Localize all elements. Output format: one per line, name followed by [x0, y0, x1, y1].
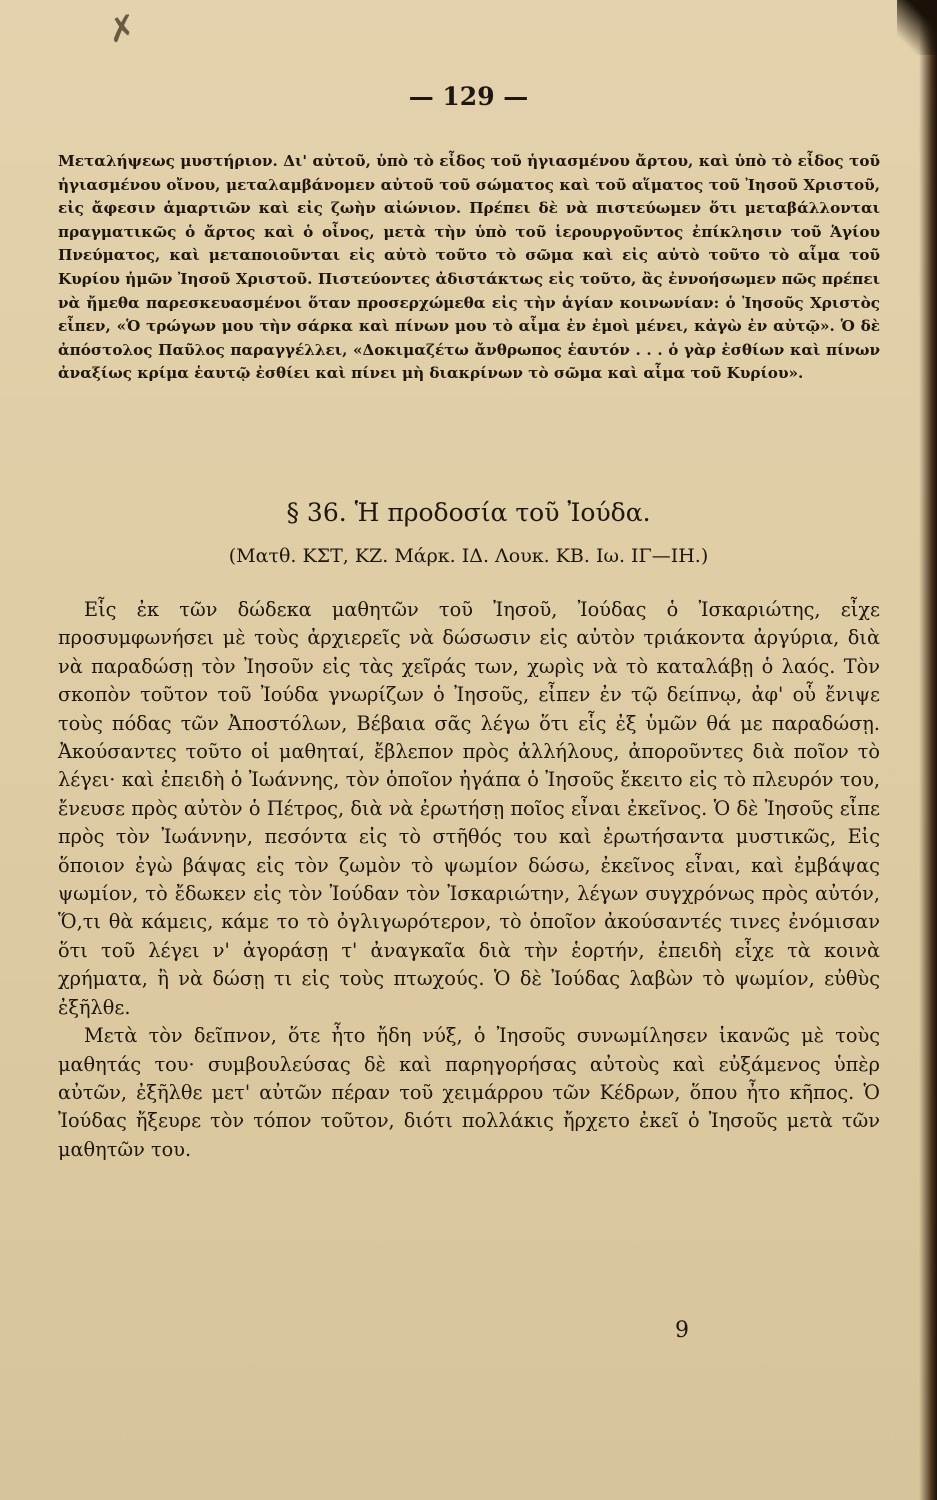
- section-title: § 36. Ἡ προδοσία τοῦ Ἰούδα.: [286, 498, 651, 527]
- paragraph-2: Μετὰ τὸν δεῖπνον, ὅτε ἦτο ἤδη νύξ, ὁ Ἰησοῦς συνωμίλησεν ἱκανῶς μὲ τοὺς μαθητάς του· συμβουλεύσας δὲ καὶ παρηγορήσας αὐτοὺς καὶ εὐξάμενος ὑπὲρ αὐτῶν, ἐξῆλθε μετ' αὐτῶν πέραν τοῦ χειμάρρου τῶν Κέδρων, ὅπου ἦτο κῆπος. Ὁ Ἰούδας ἤξευρε τὸν τόπον τοῦτον, διότι πολλάκις ἤρχετο ἐκεῖ ὁ Ἰησοῦς μετὰ τῶν μαθητῶν του.: [58, 1024, 880, 1161]
- page-corner-stain: [897, 0, 937, 55]
- small-paragraph-text: Μεταλήψεως μυστήριον. Δι' αὐτοῦ, ὑπὸ τὸ εἶδος τοῦ ἡγιασμένου ἄρτου, καὶ ὑπὸ τὸ εἶδος τοῦ ἡγιασμένου οἴνου, μεταλαμβάνομεν αὐτοῦ τοῦ σώματος καὶ τοῦ αἵματος τοῦ Ἰησοῦ Χριστοῦ, εἰς ἄφεσιν ἁμαρτιῶν καὶ εἰς ζωὴν αἰώνιον. Πρέπει δὲ νὰ πιστεύωμεν ὅτι μεταβάλλονται πραγματικῶς ὁ ἄρτος καὶ ὁ οἶνος, μετὰ τὴν ὑπὸ τοῦ ἱερουργοῦντος ἐπίκλησιν τοῦ Ἁγίου Πνεύματος, καὶ μεταποιοῦνται εἰς αὐτὸ τοῦτο τὸ σῶμα καὶ εἰς αὐτὸ τοῦτο τὸ αἷμα τοῦ Κυρίου ἡμῶν Ἰησοῦ Χριστοῦ. Πιστεύοντες ἀδιστάκτως εἰς τοῦτο, ἂς ἐννοήσωμεν πῶς πρέπει νὰ ἤμεθα παρεσκευασμένοι ὅταν προσερχώμεθα εἰς τὴν ἁγίαν κοινωνίαν: ὁ Ἰησοῦς Χριστὸς εἶπεν, «Ὁ τρώγων μου τὴν σάρκα καὶ πίνων μου τὸ αἷμα ἐν ἐμοὶ μένει, κἀγὼ ἐν αὐτῷ». Ὁ δὲ ἀπόστολος Παῦλος παραγγέλλει, «Δοκιμαζέτω ἄνθρωπος ἑαυτόν . . . ὁ γὰρ ἐσθίων καὶ πίνων ἀναξίως κρίμα ἑαυτῷ ἐσθίει καὶ πίνει μὴ διακρίνων τὸ σῶμα καὶ αἷμα τοῦ Κυρίου».: [58, 152, 880, 383]
- paragraph-1: Εἷς ἐκ τῶν δώδεκα μαθητῶν τοῦ Ἰησοῦ, Ἰούδας ὁ Ἰσκαριώτης, εἶχε προσυμφωνήσει μὲ τοὺς ἀρχιερεῖς νὰ δώσωσιν εἰς αὐτὸν τριάκοντα ἀργύρια, διὰ νὰ παραδώσῃ τὸν Ἰησοῦν εἰς τὰς χεῖράς των, χωρὶς νὰ τὸ καταλάβῃ ὁ λαός. Τὸν σκοπὸν τοῦτον τοῦ Ἰούδα γνωρίζων ὁ Ἰησοῦς, εἶπεν ἐν τῷ δείπνῳ, ἀφ' οὗ ἔνιψε τοὺς πόδας τῶν Ἀποστόλων, Βέβαια σᾶς λέγω ὅτι εἷς ἐξ ὑμῶν θά με παραδώσῃ. Ἀκούσαντες τοῦτο οἱ μαθηταί, ἔβλεπον πρὸς ἀλλήλους, ἀποροῦντες διὰ ποῖον τὸ λέγει· καὶ ἐπειδὴ ὁ Ἰωάννης, τὸν ὁποῖον ἠγάπα ὁ Ἰησοῦς ἔκειτο εἰς τὸ πλευρόν του, ἔνευσε πρὸς αὐτὸν ὁ Πέτρος, διὰ νὰ ἐρωτήσῃ ποῖος εἶναι ἐκεῖνος. Ὁ δὲ Ἰησοῦς εἶπε πρὸς τὸν Ἰωάννην, πεσόντα εἰς τὸ στῆθός του καὶ ἐρωτήσαντα μυστικῶς, Εἰς ὅποιον ἐγὼ βάψας εἰς τὸν ζωμὸν τὸ ψωμίον δώσω, ἐκεῖνος εἶναι, καὶ ἐμβάψας ψωμίον, τὸ ἔδωκεν εἰς τὸν Ἰούδαν τὸν Ἰσκαριώτην, λέγων συγχρόνως πρὸς αὐτόν, Ὅ,τι θὰ κάμεις, κάμε το τὸ ὀγλιγωρότερον, τὸ ὁποῖον ἀκούσαντές τινες ἐνόμισαν ὅτι τοῦ λέγει ν' ἀγοράσῃ τ' ἀναγκαῖα διὰ τὴν ἑορτήν, ἐπειδὴ εἶχε τὰ κοινὰ χρήματα, ἢ νὰ δώσῃ τι εἰς τοὺς πτωχούς. Ὁ δὲ Ἰούδας λαβὼν τὸ ψωμίον, εὐθὺς ἐξῆλθε.: [58, 598, 880, 1019]
- section-references: (Ματθ. ΚΣΤ, ΚΖ. Μάρκ. ΙΔ. Λουκ. ΚΒ. Ιω. ΙΓ—ΙΗ.): [228, 545, 709, 567]
- ink-mark-icon: ✗: [104, 6, 141, 52]
- main-text: [58, 596, 880, 1164]
- signature-mark: 9: [675, 1318, 689, 1343]
- book-spine-shadow: [919, 0, 937, 1500]
- small-print-paragraph: [58, 150, 880, 386]
- page-number: — 129 —: [408, 82, 529, 111]
